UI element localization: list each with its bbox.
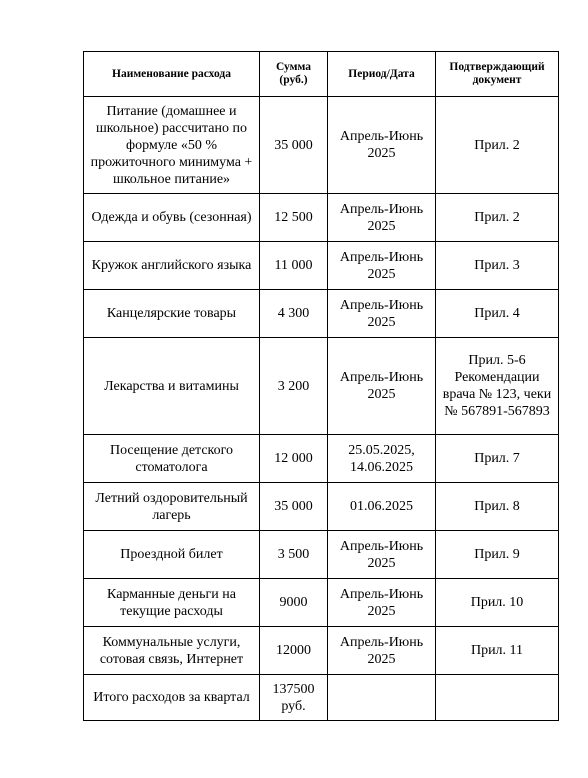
cell-sum: 9000	[260, 579, 328, 627]
cell-period: Апрель-Июнь 2025	[328, 338, 436, 435]
cell-period: Апрель-Июнь 2025	[328, 194, 436, 242]
cell-period: Апрель-Июнь 2025	[328, 579, 436, 627]
table-row	[84, 579, 559, 627]
cell-period: 01.06.2025	[328, 483, 436, 531]
cell-name: Летний оздоровительный лагерь	[84, 483, 260, 531]
cell-document: Прил. 3	[436, 242, 559, 290]
cell-period: Апрель-Июнь 2025	[328, 531, 436, 579]
table-row	[84, 435, 559, 483]
expenses-table	[83, 51, 559, 721]
cell-document: Прил. 5-6 Рекомендации врача № 123, чеки № 567891-567893	[436, 338, 559, 435]
header-sum-line2: (руб.)	[279, 74, 308, 86]
table-row	[84, 194, 559, 242]
cell-document: Прил. 8	[436, 483, 559, 531]
cell-sum: 4 300	[260, 290, 328, 338]
cell-name: Коммунальные услуги, сотовая связь, Интернет	[84, 627, 260, 675]
cell-period	[328, 435, 436, 483]
cell-name: Карманные деньги на текущие расходы	[84, 579, 260, 627]
cell-document: Прил. 10	[436, 579, 559, 627]
cell-document: Прил. 9	[436, 531, 559, 579]
cell-name: Канцелярские товары	[84, 290, 260, 338]
table-row	[84, 338, 559, 435]
cell-sum: 12 000	[260, 435, 328, 483]
header-document-line1: Подтверждающий	[449, 61, 545, 73]
table-row	[84, 483, 559, 531]
header-document-line2: документ	[472, 74, 522, 86]
cell-name: Посещение детского стоматолога	[84, 435, 260, 483]
header-name: Наименование расхода	[84, 52, 260, 97]
cell-name: Одежда и обувь (сезонная)	[84, 194, 260, 242]
table-row	[84, 531, 559, 579]
cell-document: Прил. 7	[436, 435, 559, 483]
cell-sum: 12 500	[260, 194, 328, 242]
cell-sum: 12000	[260, 627, 328, 675]
cell-document: Прил. 2	[436, 194, 559, 242]
header-period: Период/Дата	[328, 52, 436, 97]
cell-period: Апрель-Июнь 2025	[328, 97, 436, 194]
cell-name: Проездной билет	[84, 531, 260, 579]
total-document-empty	[436, 675, 559, 721]
table-row	[84, 242, 559, 290]
cell-sum: 11 000	[260, 242, 328, 290]
total-sum	[260, 675, 328, 721]
cell-sum: 3 200	[260, 338, 328, 435]
total-period-empty	[328, 675, 436, 721]
cell-document: Прил. 4	[436, 290, 559, 338]
table-row	[84, 290, 559, 338]
cell-period: Апрель-Июнь 2025	[328, 290, 436, 338]
cell-name: Питание (домашнее и школьное) рассчитано по формуле «50 % прожиточного минимума + школьное питание»	[84, 97, 260, 194]
cell-period-line2: 14.06.2025	[350, 459, 413, 475]
header-sum	[260, 52, 328, 97]
cell-document: Прил. 2	[436, 97, 559, 194]
table-row	[84, 627, 559, 675]
cell-name: Кружок английского языка	[84, 242, 260, 290]
cell-sum: 35 000	[260, 483, 328, 531]
header-sum-line1: Сумма	[276, 61, 311, 73]
total-label: Итого расходов за квартал	[84, 675, 260, 721]
table-header-row	[84, 52, 559, 97]
cell-sum: 3 500	[260, 531, 328, 579]
cell-period-line1: 25.05.2025,	[348, 442, 415, 458]
total-sum-line1: 137500	[272, 681, 315, 697]
cell-name: Лекарства и витамины	[84, 338, 260, 435]
total-row	[84, 675, 559, 721]
table-row	[84, 97, 559, 194]
header-document	[436, 52, 559, 97]
cell-period: Апрель-Июнь 2025	[328, 627, 436, 675]
cell-document: Прил. 11	[436, 627, 559, 675]
cell-sum: 35 000	[260, 97, 328, 194]
cell-period: Апрель-Июнь 2025	[328, 242, 436, 290]
total-sum-line2: руб.	[281, 698, 306, 714]
